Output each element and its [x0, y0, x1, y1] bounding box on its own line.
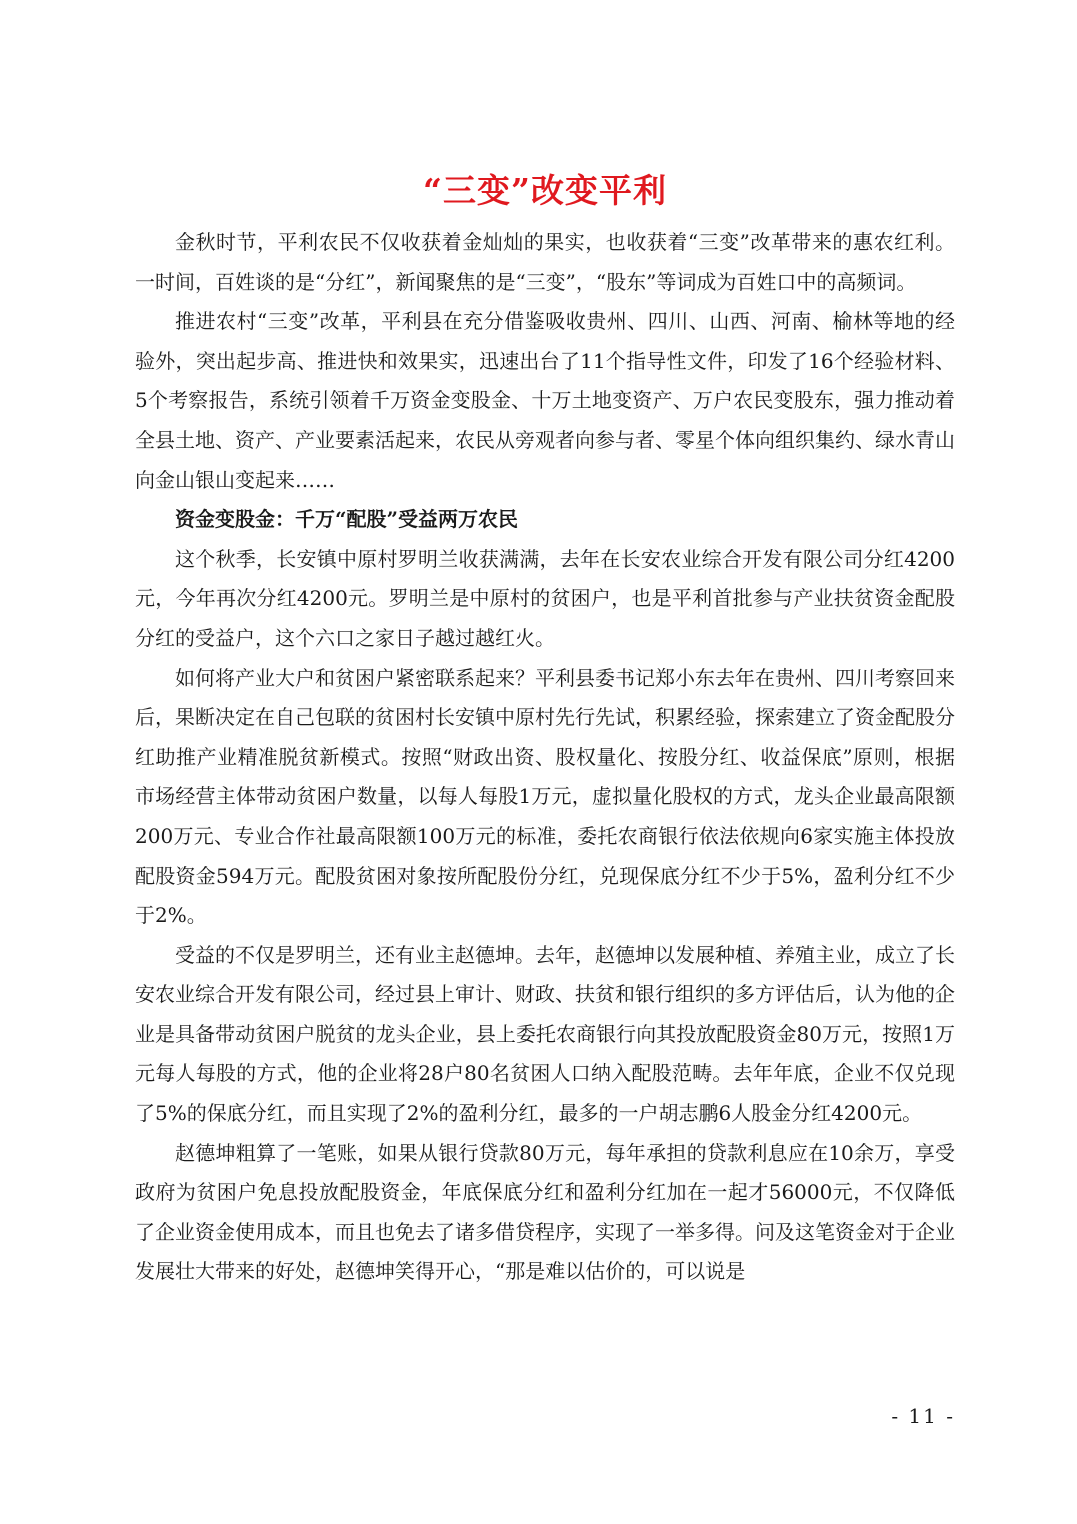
paragraph-reform: 推进农村“三变”改革，平利县在充分借鉴吸收贵州、四川、山西、河南、榆林等地的经验外，突出起步高、推进快和效果实，迅速出台了11个指导性文件，印发了16个经验材料、5个考察报告，系统引领着千万资金变股金、十万土地变资产、万户农民变股东，强力推动着全县土地、资产、产业要素活起来，农民从旁观者向参与者、零星个体向组织集约、绿水青山向金山银山变起来…… — [135, 309, 955, 492]
paragraph-luo-minglan: 这个秋季，长安镇中原村罗明兰收获满满，去年在长安农业综合开发有限公司分红4200元，今年再次分红4200元。罗明兰是中原村的贫困户，也是平利首批参与产业扶贫资金配股分红的受益户，这个六口之家日子越过越红火。 — [135, 546, 955, 650]
paragraph-account: 赵德坤粗算了一笔账，如果从银行贷款80万元，每年承担的贷款利息应在10余万，享受政府为贫困户免息投放配股资金，年底保底分红和盈利分红加在一起才56000元，不仅降低了企业资金使用成本，而且也免去了诸多借贷程序，实现了一举多得。问及这笔资金对于企业发展壮大带来的好处，赵德坤笑得开心，“那是难以估价的，可以说是 — [135, 1140, 955, 1284]
section-heading: 资金变股金：千万“配股”受益两万农民 — [175, 507, 519, 532]
paragraph-model: 如何将产业大户和贫困户紧密联系起来？平利县委书记郑小东去年在贵州、四川考察回来后，果断决定在自己包联的贫困村长安镇中原村先行先试，积累经验，探索建立了资金配股分红助推产业精准脱贫新模式。按照“财政出资、股权量化、按股分红、收益保底”原则，根据市场经营主体带动贫困户数量，以每人每股1万元，虚拟量化股权的方式，龙头企业最高限额200万元、专业合作社最高限额100万元的标准，委托农商银行依法依规向6家实施主体投放配股资金594万元。配股贫困对象按所配股份分红，兑现保底分红不少于5%，盈利分红不少于2%。 — [135, 665, 955, 928]
paragraph-intro: 金秋时节，平利农民不仅收获着金灿灿的果实，也收获着“三变”改革带来的惠农红利。一时间，百姓谈的是“分红”，新闻聚焦的是“三变”，“股东”等词成为百姓口中的高频词。 — [135, 230, 955, 294]
page-number: - 11 - — [891, 1404, 955, 1428]
paragraph-zhao-dekun: 受益的不仅是罗明兰，还有业主赵德坤。去年，赵德坤以发展种植、养殖主业，成立了长安农业综合开发有限公司，经过县上审计、财政、扶贫和银行组织的多方评估后，认为他的企业是具备带动贫困户脱贫的龙头企业，县上委托农商银行向其投放配股资金80万元，按照1万元每人每股的方式，他的企业将28户80名贫困人口纳入配股范畴。去年年底，企业不仅兑现了5%的保底分红，而且实现了2%的盈利分红，最多的一户胡志鹏6人股金分红4200元。 — [135, 942, 955, 1126]
article-title: “三变”改变平利 — [423, 171, 667, 210]
document-body — [135, 165, 955, 1292]
